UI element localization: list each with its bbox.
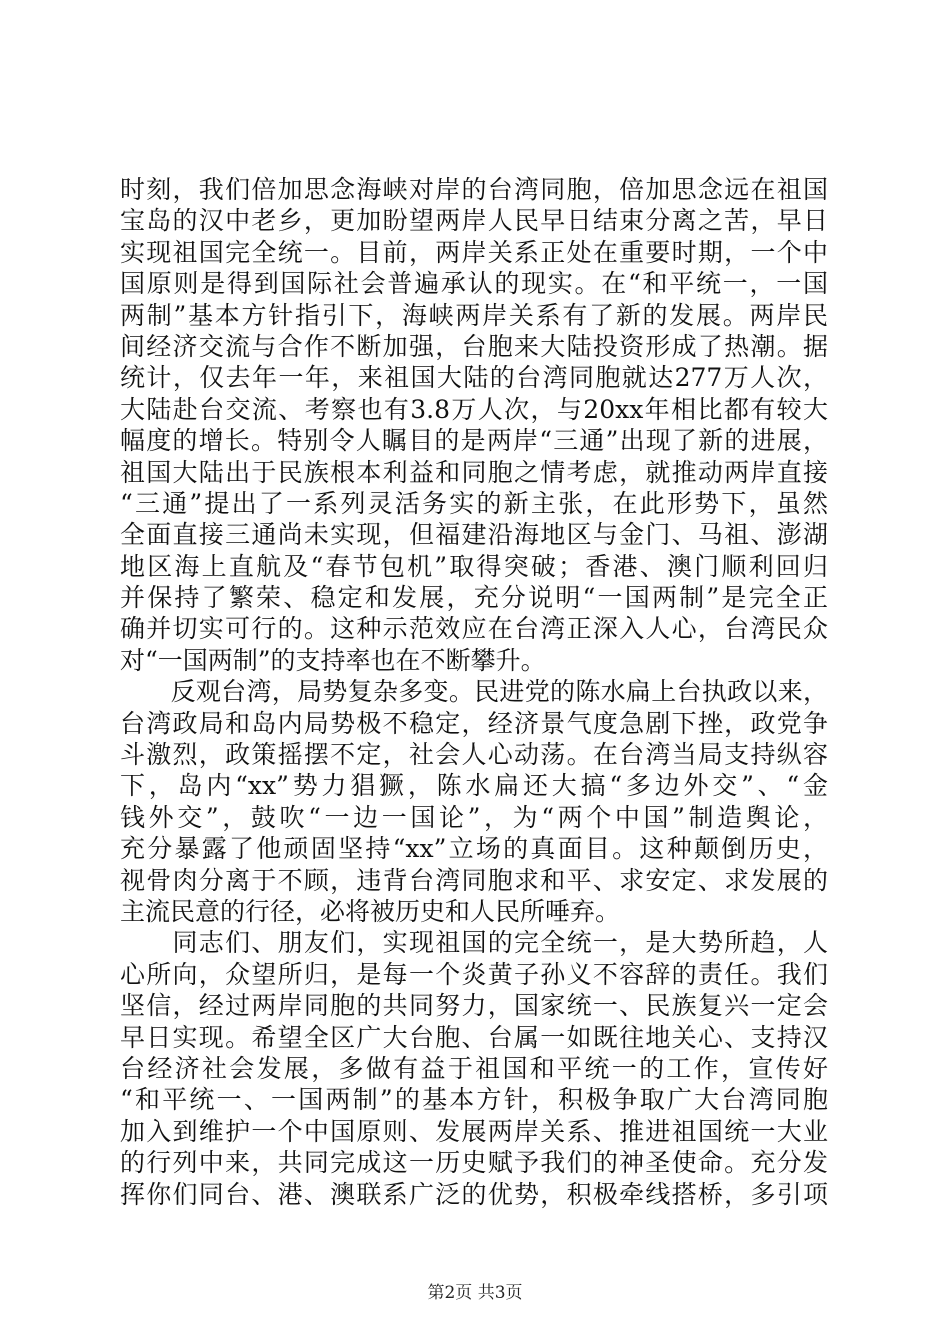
- body-text: [120, 174, 828, 1210]
- text-line: 幅度的增长。特别令人瞩目的是两岸“三通”出现了新的进展，: [120, 426, 828, 456]
- text-line: 实现祖国完全统一。目前，两岸关系正处在重要时期，一个中: [120, 237, 828, 267]
- text-line: 早日实现。希望全区广大台胞、台属一如既往地关心、支持汉: [120, 1022, 828, 1052]
- text-line: 间经济交流与合作不断加强，台胞来大陆投资形成了热潮。据: [120, 331, 828, 361]
- text-line: 两制”基本方针指引下，海峡两岸关系有了新的发展。两岸民: [120, 300, 828, 330]
- text-line: 确并切实可行的。这种示范效应在台湾正深入人心，台湾民众: [120, 614, 828, 644]
- text-line: “和平统一、一国两制”的基本方针，积极争取广大台湾同胞: [120, 1085, 828, 1115]
- text-line: 视骨肉分离于不顾，违背台湾同胞求和平、求安定、求发展的: [120, 865, 828, 895]
- text-line: 对“一国两制”的支持率也在不断攀升。: [120, 645, 546, 675]
- text-line: 台经济社会发展，多做有益于祖国和平统一的工作，宣传好: [120, 1053, 828, 1083]
- text-line: 斗激烈，政策摇摆不定，社会人心动荡。在台湾当局支持纵容: [120, 740, 828, 770]
- text-line: 大陆赴台交流、考察也有3.8万人次，与20xx年相比都有较大: [120, 394, 828, 424]
- text-line: 同志们、朋友们，实现祖国的完全统一，是大势所趋，人: [120, 928, 828, 958]
- text-line: 充分暴露了他顽固坚持“xx”立场的真面目。这种颠倒历史，: [120, 834, 828, 864]
- text-line: 下，岛内“xx”势力猖獗，陈水扁还大搞“多边外交”、“金: [120, 771, 828, 801]
- text-line: 统计，仅去年一年，来祖国大陆的台湾同胞就达277万人次，: [120, 363, 828, 393]
- text-line: 心所向，众望所归，是每一个炎黄子孙义不容辞的责任。我们: [120, 959, 828, 989]
- text-line: 坚信，经过两岸同胞的共同努力，国家统一、民族复兴一定会: [120, 991, 828, 1021]
- text-line: 反观台湾，局势复杂多变。民进党的陈水扁上台执政以来，: [120, 677, 828, 707]
- text-line: 挥你们同台、港、澳联系广泛的优势，积极牵线搭桥，多引项: [120, 1179, 828, 1209]
- text-line: 台湾政局和岛内局势极不稳定，经济景气度急剧下挫，政党争: [120, 708, 828, 738]
- text-line: 加入到维护一个中国原则、发展两岸关系、推进祖国统一大业: [120, 1116, 828, 1146]
- page-footer: 第2页 共3页: [427, 1283, 523, 1303]
- text-line: 全面直接三通尚未实现，但福建沿海地区与金门、马祖、澎湖: [120, 520, 828, 550]
- text-line: 并保持了繁荣、稳定和发展，充分说明“一国两制”是完全正: [120, 583, 828, 613]
- text-line: 地区海上直航及“春节包机”取得突破；香港、澳门顺利回归: [120, 551, 828, 581]
- text-line: 时刻，我们倍加思念海峡对岸的台湾同胞，倍加思念远在祖国: [120, 175, 828, 204]
- text-line: “三通”提出了一系列灵活务实的新主张，在此形势下，虽然: [120, 488, 828, 518]
- text-line: 的行列中来，共同完成这一历史赋予我们的神圣使命。充分发: [120, 1148, 828, 1178]
- text-line: 国原则是得到国际社会普遍承认的现实。在“和平统一，一国: [120, 269, 828, 299]
- text-line: 祖国大陆出于民族根本利益和同胞之情考虑，就推动两岸直接: [120, 457, 828, 487]
- text-line: 宝岛的汉中老乡，更加盼望两岸人民早日结束分离之苦，早日: [120, 206, 828, 236]
- text-line: 钱外交”，鼓吹“一边一国论”，为“两个中国”制造舆论，: [120, 802, 828, 832]
- text-line: 主流民意的行径，必将被历史和人民所唾弃。: [120, 896, 621, 926]
